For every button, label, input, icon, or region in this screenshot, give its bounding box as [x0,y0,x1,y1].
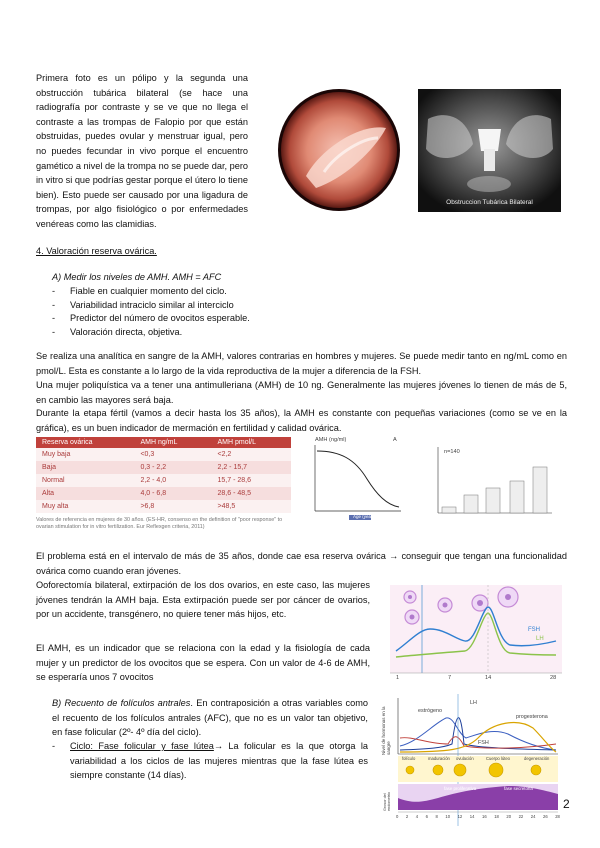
xray-photo [418,89,561,212]
tick-label: 1 [396,675,400,681]
table-cell: 4,0 - 6,8 [134,487,211,500]
tick-label: 12 [457,814,463,819]
cycle-lh-label: LH [470,700,477,706]
amh-age-curve-chart [305,437,405,527]
table-header: AMH pmol/L [212,437,292,448]
tick-label: 16 [481,814,487,819]
progesterone-label: progesterona [516,714,548,720]
curve-panel-label: A [393,437,397,443]
list-item: - Fiable en cualquier momento del ciclo. [52,285,250,299]
table-cell: 2,2 - 4,0 [134,474,211,487]
sub-b-title: B) Recuento de folículos antrales [52,698,191,708]
paragraph-over-35: El problema está en el intervalo de más de 35 años, donde cae esa reserva ovárica → conseguir que tengan una funcionalidad ovárica como cuando eran jóvenes. [36,551,567,576]
estrogen-label: estrógeno [418,708,442,714]
paragraph-polycystic: Una mujer poliquística va a tener una antimulleriana (AMH) de 10 ng. Generalmente las mujeres jóvenes lo tienen de más de 5, en cambio las mayores será baja. [36,380,567,405]
cycle-ylabel: Nivel de hormonas en la sangre [381,706,391,755]
tick-label: 2 [405,814,409,819]
tick-label: 0 [396,814,399,819]
tick-label: 18 [494,814,499,819]
paragraph-fertile-stage: Durante la etapa fértil (vamos a decir hasta los 35 años), la AMH es constante con pequeñas variaciones (como se ve en la gráfica), es un buen indicador de mermación en fertilidad y calidad ovárica. [36,408,567,433]
curve-ylabel: AMH (ng/ml) [315,437,347,443]
table-cell: <2,2 [212,448,292,461]
tick-label: 14 [469,814,475,819]
table-cell: 2,2 - 15,7 [212,461,292,474]
paragraph-amh-analysis: Se realiza una analítica en sangre de la AMH, valores contrarias en hombres y mujeres. Se puede medir tanto en ng/mL como en pmol/L. Esta es constante a lo largo de la vida reproductiva de la mujer a diferencia de la FSH. [36,351,567,376]
tick-label: 7 [448,675,452,681]
xray-caption: Obstruccion Tubárica Bilateral [446,199,533,206]
endometrium-label: Grosor del endometrio [383,792,391,811]
table-row [36,474,291,487]
sub-a-bullets [52,285,250,339]
polyp-photo [266,88,412,212]
menstrual-cycle-chart [378,694,560,826]
amh-reference-table [36,437,291,531]
table-row [36,461,291,474]
fsh-label: FSH [528,627,540,633]
sub-b-paragraph [52,696,368,740]
ovary-label: ovulación [456,756,474,761]
intro-paragraph: Primera foto es un pólipo y la segunda una obstrucción tubárica bilateral (se hace una radiografía por contraste y se ve que no llega el contraste a las trompas de Falopio por que están obstruidas, puedes ovular y menstruar igual, pero no puedes fecundar in vivo porque el encuentro gamético a nivel de la trompa no se puede dar, pero in vitro si que podrías gestar porque el útero lo tiene bien). Esto puede ser causado por una ligadura de trompas, por algo fisiológico o por enfermedades venéreas como las clamidias. [36,73,248,229]
table-cell: 28,6 - 48,5 [212,487,292,500]
table-cell: 15,7 - 28,6 [212,474,292,487]
fsh-lh-chart [390,585,562,685]
tick-label: 20 [506,814,512,819]
tick-label: 14 [485,675,492,681]
paragraph-oophorectomy: Ooforectomía bilateral, extirpación de los dos ovarios, en este caso, las mujeres jóvenes tendrán la AMH baja. Esta extirpación puede ser por cáncer de ovarios, por un accidente, transgénero, no quiere tener más hijos, etc. [36,580,370,620]
table-cell: Baja [36,461,134,474]
cycle-ticks [396,814,560,819]
list-item: - Variabilidad intraciclo similar al interciclo [52,299,250,313]
phase-label: fase proliferativa [444,786,477,791]
tick-label: 6 [425,814,428,819]
ovary-label: maduración [428,756,450,761]
phase-label: fase secretoria [504,786,533,791]
tick-label: 22 [518,814,524,819]
amh-bar-chart [426,441,556,529]
table-row [36,448,291,461]
tick-label: 26 [543,814,548,819]
table-cell: Alta [36,487,134,500]
table-cell: >6,8 [134,500,211,513]
tick-label: 4 [415,814,419,819]
table-cell: Normal [36,474,134,487]
tick-label: 28 [550,675,557,681]
table-note: Valores de referencia en mujeres de 30 años. (ES-HR, consenso en the definition of "poor response" to ovarian stimulation for in vitro fertilization. Eur Reflexgen criteria, 2011) [36,517,283,530]
sub-b-text: . En contraposición a otras variables como el recuento de los folículos antrales (AFC), que no es un valor tan objetivo, en fase folicular (2º- 4º día del ciclo). [52,698,368,738]
table-cell: <0,3 [134,448,211,461]
paragraph-amh-indicator: El AMH, es un indicador que se relaciona con la edad y la fisiología de cada mujer y un predictor de los ovocitos que se espera. Con un valor de 4-6 de AMH, se esperaría unos 7 ovocitos [36,643,370,683]
sub-a-title: A) Medir los niveles de AMH. AMH = AFC [52,272,222,282]
ovary-label: folículo [402,756,416,761]
ovary-label: degeneración [524,756,550,761]
cycle-fsh-label: FSH [478,740,489,746]
bar-chart-n-label: n=140 [444,449,460,455]
table-row [36,500,291,513]
tick-label: 24 [530,814,536,819]
section-heading: 4. Valoración reserva ovárica. [36,246,157,256]
table-cell: >48,5 [212,500,292,513]
list-item: - Valoración directa, objetiva. [52,326,250,340]
sub-b-bullet: - Ciclo: Fase folicular y fase lútea→ La folicular es la que otorga la variabilidad a los ciclos de las mujeres mientras que la fase lútea es siempre constante (14 días). [52,741,368,781]
page-number: 2 [563,797,570,811]
table-header: Reserva ovárica [36,437,134,448]
tick-label: 28 [555,814,560,819]
table-row [36,487,291,500]
lh-label: LH [536,636,544,642]
list-item: - Predictor del número de ovocitos esperable. [52,312,250,326]
curve-xlabel: Age (years) [353,514,377,519]
table-cell: Muy baja [36,448,134,461]
table-cell: 0,3 - 2,2 [134,461,211,474]
tick-label: 10 [445,814,451,819]
tick-label: 8 [435,814,438,819]
cycle-bullet-title: Ciclo: Fase folicular y fase lútea [70,741,214,751]
table-header: AMH ng/mL [134,437,211,448]
cycle-bullet-text: → La folicular es la que otorga la variabilidad a los ciclos de las mujeres mientras que la fase lútea es siempre constante (14 días). [70,741,368,781]
table-cell: Muy alta [36,500,134,513]
ovary-label: Cuerpo lúteo [486,756,510,761]
